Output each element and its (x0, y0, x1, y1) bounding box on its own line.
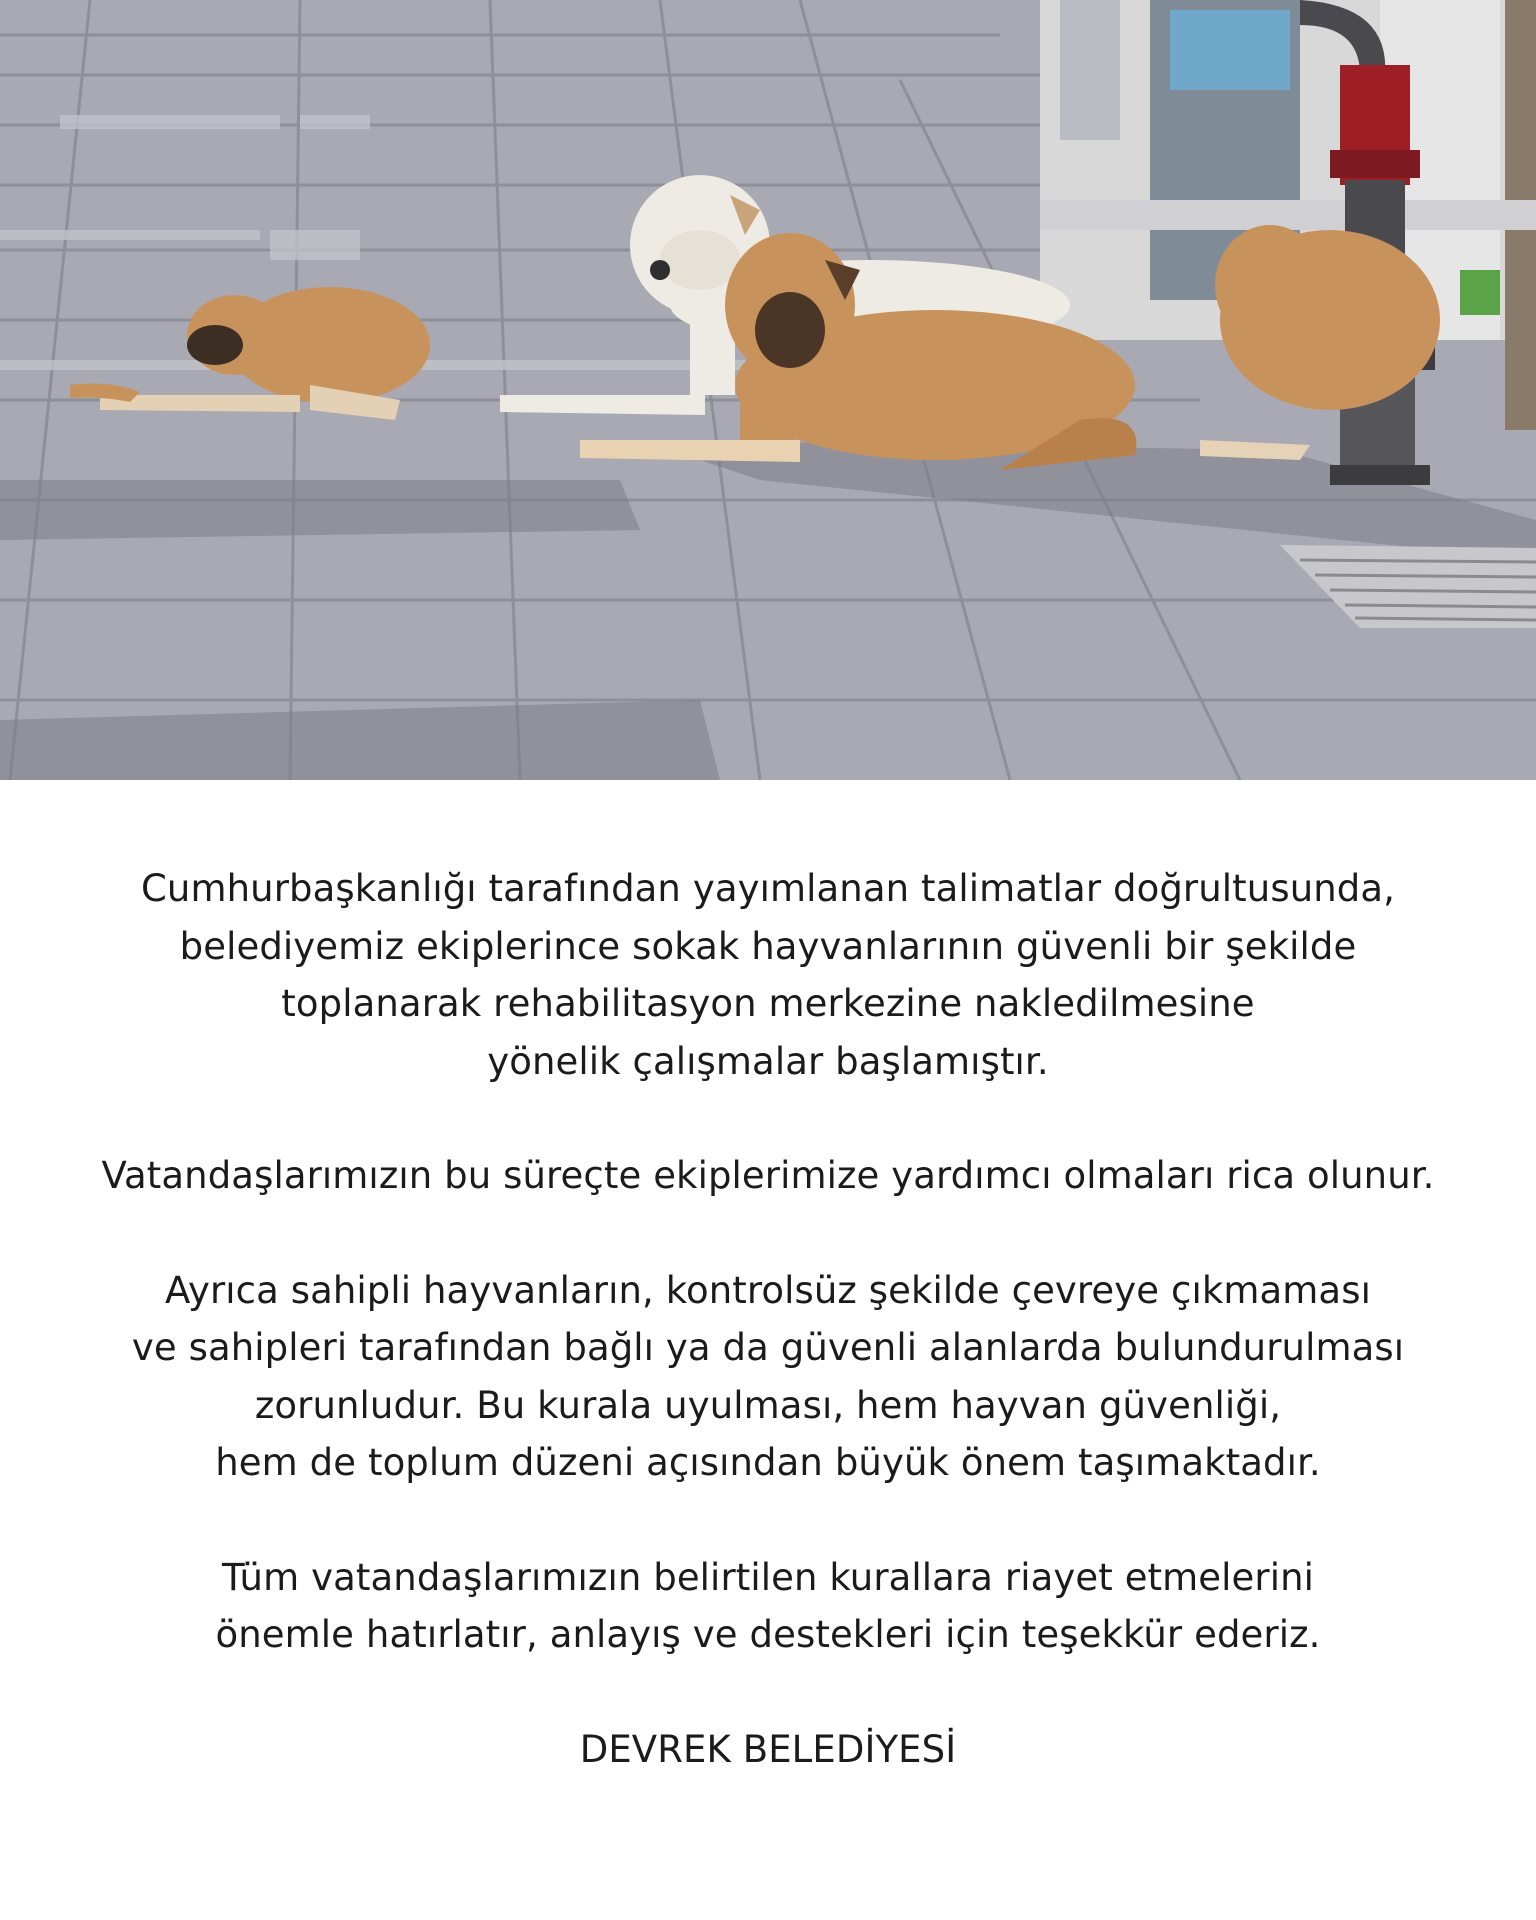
text-line: zorunludur. Bu kurala uyulması, hem hayvan güvenliği, (254, 1383, 1282, 1427)
street-dogs-photo (0, 0, 1536, 780)
text-line: yönelik çalışmalar başlamıştır. (487, 1039, 1049, 1083)
text-line: Tüm vatandaşlarımızın belirtilen kurallara riayet etmelerini (221, 1555, 1315, 1599)
text-line: hem de toplum düzeni açısından büyük önem taşımaktadır. (215, 1441, 1321, 1484)
text-line: belediyemiz ekiplerince sokak hayvanlarının güvenli bir şekilde (179, 924, 1357, 968)
announcement-text (0, 860, 1536, 1778)
street-dogs-illustration (0, 0, 1536, 780)
text-line: Vatandaşlarımızın bu süreçte ekiplerimize yardımcı olmaları rica olunur. (101, 1154, 1435, 1197)
signature: DEVREK BELEDİYESİ (579, 1727, 957, 1771)
paragraph-thanks (0, 1549, 1536, 1664)
paragraph-owned-animals (0, 1262, 1536, 1492)
text-line: toplanarak rehabilitasyon merkezine nakledilmesine (281, 982, 1255, 1025)
text-line: Ayrıca sahipli hayvanların, kontrolsüz şekilde çevreye çıkmaması (165, 1268, 1371, 1312)
text-line: önemle hatırlatır, anlayış ve destekleri için teşekkür ederiz. (215, 1613, 1321, 1656)
paragraph-instruction (0, 860, 1536, 1090)
text-line: ve sahipleri tarafından bağlı ya da güvenli alanlarda bulundurulması (131, 1326, 1405, 1369)
text-line: Cumhurbaşkanlığı tarafından yayımlanan talimatlar doğrultusunda, (140, 867, 1396, 910)
paragraph-request (0, 1147, 1536, 1205)
